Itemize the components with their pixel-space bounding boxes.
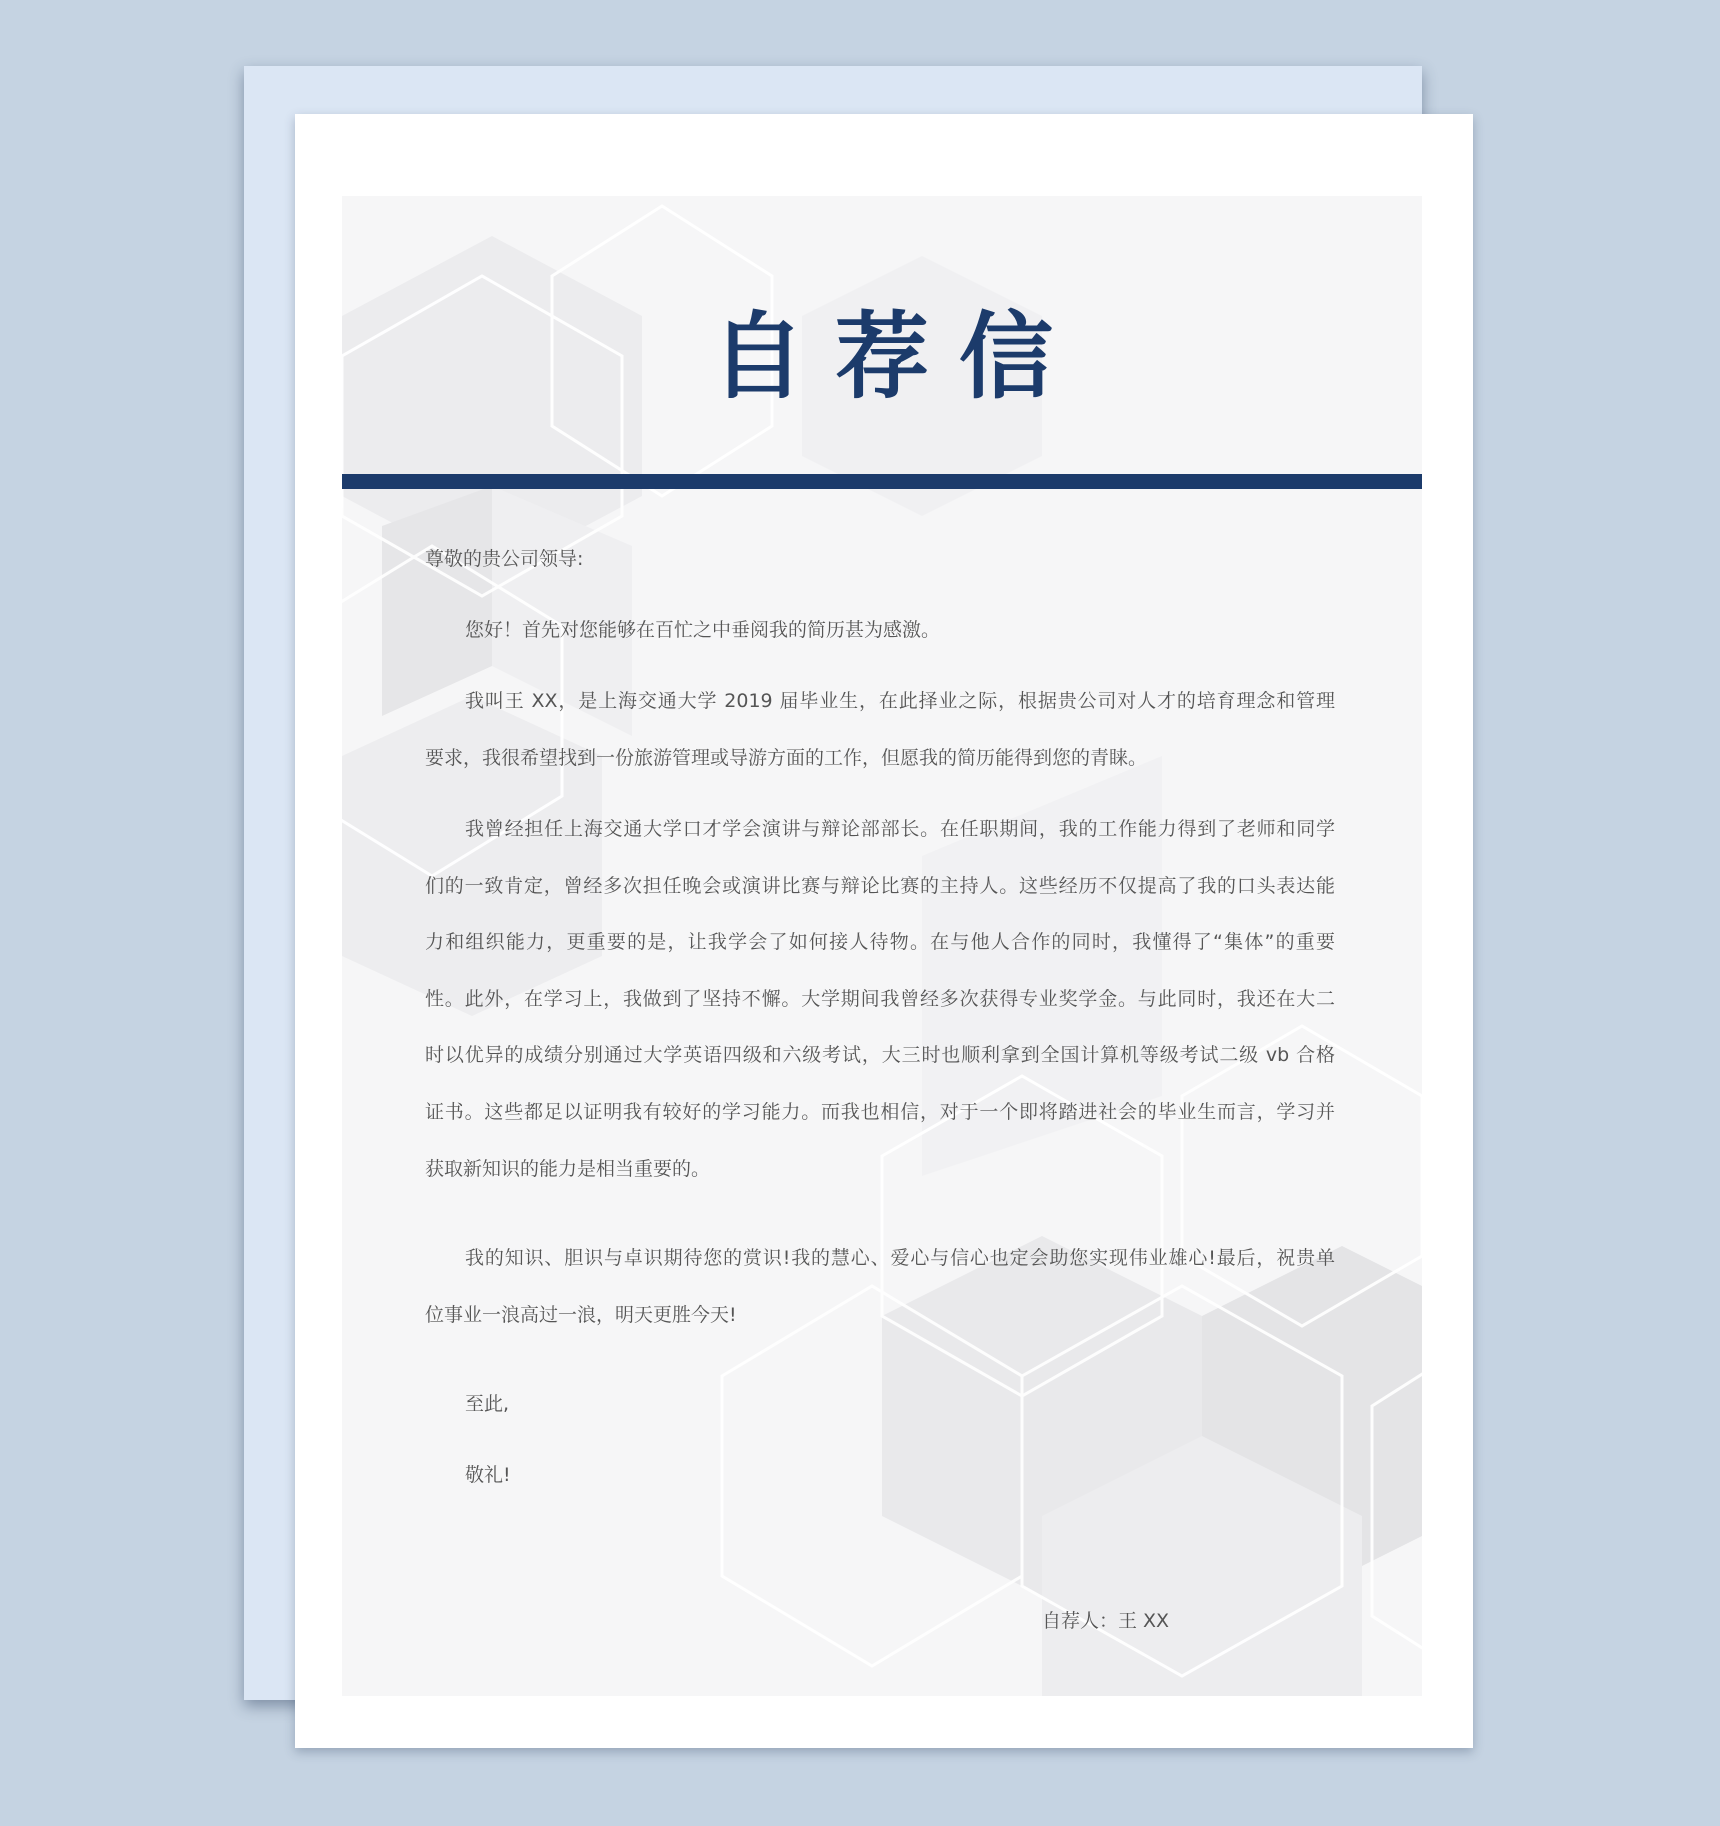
- paragraph-1-line: 要求，我很希望找到一份旅游管理或导游方面的工作，但愿我的简历能得到您的青睐。: [425, 747, 1148, 769]
- closing-line: 至此,: [465, 1393, 510, 1415]
- title-divider: [342, 474, 1422, 489]
- paragraph-3-line: 我的知识、胆识与卓识期待您的赏识!我的慧心、爱心与信心也定会助您实现伟业雄心!最后，祝贵单: [465, 1247, 1335, 1269]
- front-paper-sheet: [295, 114, 1473, 1748]
- paragraph-2-line: 我曾经担任上海交通大学口才学会演讲与辩论部部长。在任职期间，我的工作能力得到了老师和同学: [465, 818, 1335, 840]
- paragraph-2-line: 证书。这些都足以证明我有较好的学习能力。而我也相信，对于一个即将踏进社会的毕业生而言，学习并: [425, 1101, 1335, 1123]
- paragraph-3-line: 位事业一浪高过一浪，明天更胜今天!: [425, 1304, 737, 1326]
- paragraph-2-line: 力和组织能力，更重要的是，让我学会了如何接人待物。在与他人合作的同时，我懂得了“集体”的重要: [425, 931, 1335, 953]
- greeting: 您好！首先对您能够在百忙之中垂阅我的简历甚为感激。: [465, 619, 941, 641]
- letter-content-area: [342, 196, 1422, 1696]
- paragraph-2-line: 们的一致肯定，曾经多次担任晚会或演讲比赛与辩论比赛的主持人。这些经历不仅提高了我的口头表达能: [425, 875, 1335, 897]
- paragraph-1-line: 我叫王 XX，是上海交通大学 2019 届毕业生，在此择业之际，根据贵公司对人才的培育理念和管理: [465, 690, 1335, 712]
- paragraph-2-line: 性。此外，在学习上，我做到了坚持不懈。大学期间我曾经多次获得专业奖学金。与此同时，我还在大二: [425, 988, 1335, 1010]
- closing-salute: 敬礼!: [465, 1464, 511, 1486]
- letter-title: 自荐信: [710, 303, 1083, 412]
- signature: 自荐人：王 XX: [1042, 1610, 1170, 1632]
- paragraph-2-line: 获取新知识的能力是相当重要的。: [425, 1158, 711, 1180]
- salutation: 尊敬的贵公司领导:: [425, 548, 584, 570]
- paragraph-2-line: 时以优异的成绩分别通过大学英语四级和六级考试，大三时也顺利拿到全国计算机等级考试二级 vb 合格: [425, 1044, 1335, 1066]
- bg-shade-block: [382, 486, 492, 716]
